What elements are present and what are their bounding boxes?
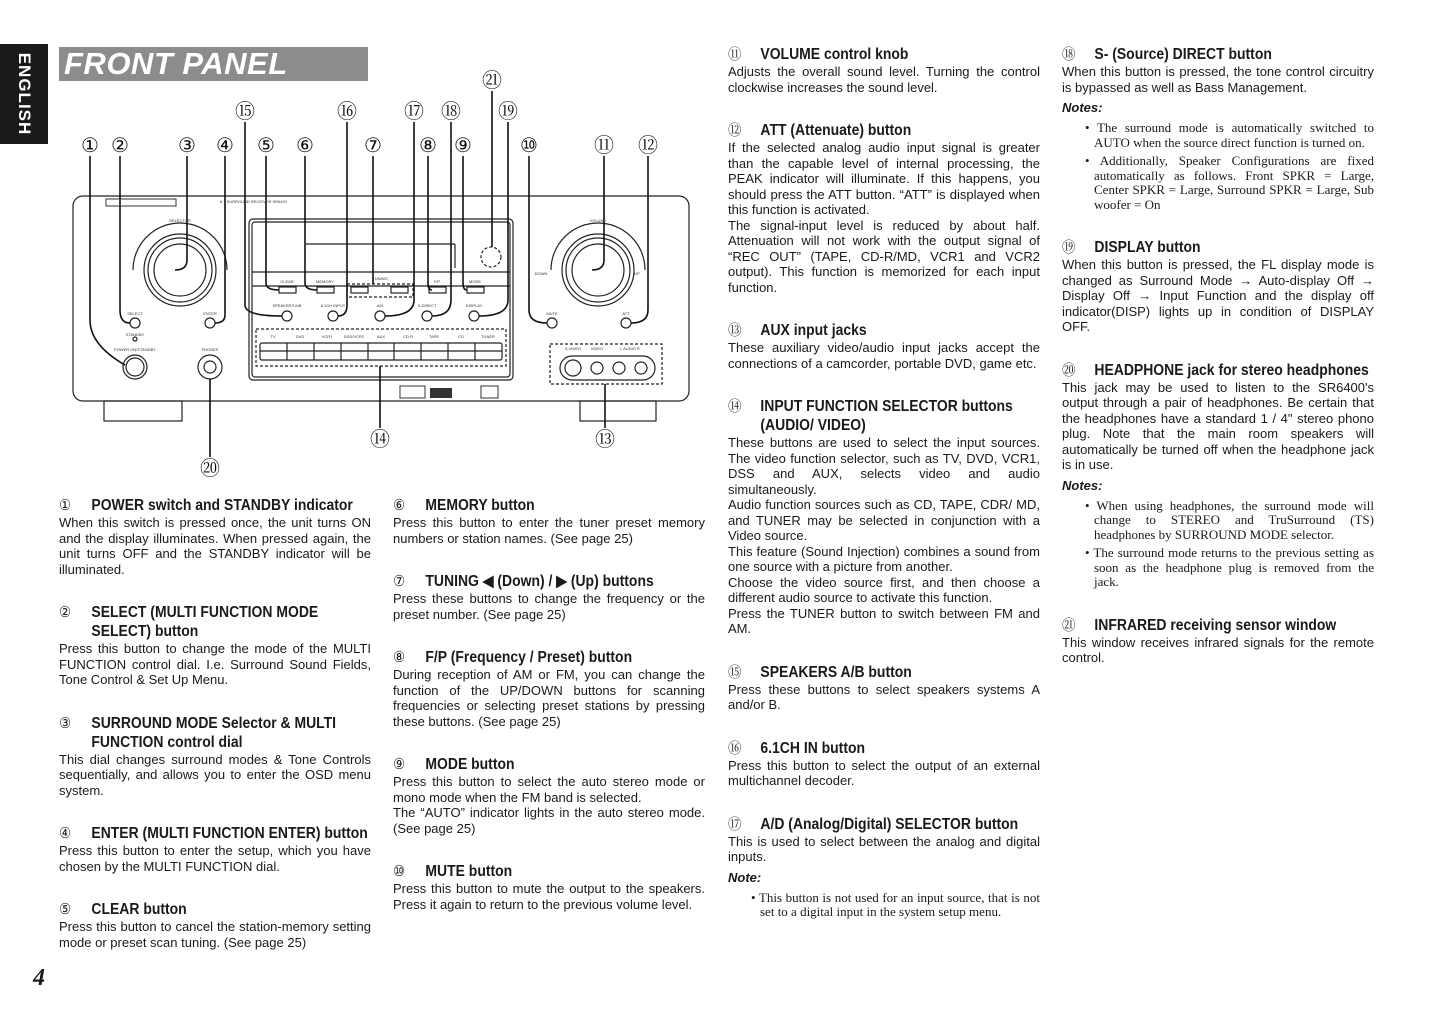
svg-text:①: ① bbox=[81, 135, 99, 157]
column-1 bbox=[59, 496, 371, 950]
item-body: This feature (Sound Injection) combines a sound from one source with a picture from another. bbox=[728, 543, 1040, 574]
svg-text:MUTE: MUTE bbox=[546, 311, 558, 316]
item-body: This dial changes surround modes & Tone Controls sequentially, and allows you to enter the OSD menu system. bbox=[59, 751, 371, 798]
svg-text:⑰: ⑰ bbox=[404, 101, 424, 123]
item-title: ENTER (MULTI FUNCTION ENTER) button bbox=[91, 825, 368, 842]
svg-text:STANDBY: STANDBY bbox=[125, 332, 145, 337]
svg-text:F/P: F/P bbox=[433, 279, 441, 284]
svg-text:CLEAR: CLEAR bbox=[280, 279, 294, 284]
item-body: These auxiliary video/audio input jacks accept the connections of a camcorder, portable DVD, game etc. bbox=[728, 340, 1040, 371]
item-body: The “AUTO” indicator lights in the auto stereo mode. (See page 25) bbox=[393, 805, 705, 836]
item-title: SURROUND MODE Selector & MULTI FUNCTION control dial bbox=[91, 714, 337, 751]
note: • The surround mode is automatically switched to AUTO when the source direct function is turned on. bbox=[1085, 120, 1374, 150]
item-body: Press this button to enter the setup, which you have chosen by the MULTI FUNCTION dial. bbox=[59, 843, 371, 874]
item-aux: ⑬ AUX input jacks These auxiliary video/audio input jacks accept the connections of a camcorder, portable DVD, game etc. bbox=[728, 322, 1040, 371]
item-title: DISPLAY button bbox=[1094, 239, 1201, 256]
item-body: Choose the video source first, and then choose a different audio source to activate this function. bbox=[728, 574, 1040, 605]
page-number: 4 bbox=[33, 965, 45, 991]
svg-text:MODE: MODE bbox=[469, 279, 481, 284]
notes-label: Notes: bbox=[1062, 477, 1103, 493]
svg-text:AUX: AUX bbox=[376, 334, 386, 339]
brand-logo bbox=[106, 199, 176, 206]
svg-text:⑬: ⑬ bbox=[595, 429, 615, 451]
item-fp: ⑧ F/P (Frequency / Preset) button During reception of AM or FM, you can change the function of the UP/DOWN buttons for scanning frequencies or selecting preset stations by pressing these buttons. (See page 25) bbox=[393, 649, 705, 729]
item-title: VOLUME control knob bbox=[760, 46, 909, 63]
item-body: Press the TUNER button to switch between FM and AM. bbox=[728, 605, 1040, 636]
svg-text:CD-R: CD-R bbox=[403, 334, 413, 339]
item-tuning: ⑦ TUNING ◀ (Down) / ▶ (Up) buttons Press these buttons to change the frequency or the preset number. (See page 25) bbox=[393, 573, 705, 622]
item-body: This is used to select between the analog and digital inputs. bbox=[728, 833, 1040, 864]
svg-text:㉑: ㉑ bbox=[482, 70, 502, 92]
item-title: MODE button bbox=[425, 756, 515, 773]
svg-text:SPEAKERS A/B: SPEAKERS A/B bbox=[272, 303, 302, 308]
svg-text:S-VIDEO: S-VIDEO bbox=[564, 346, 582, 351]
svg-text:SELECTOR: SELECTOR bbox=[169, 218, 191, 223]
srs-logo bbox=[400, 386, 425, 398]
item-title: MUTE button bbox=[425, 863, 513, 880]
item-body: During reception of AM or FM, you can change the function of the UP/DOWN buttons for scanning frequencies or selecting preset stations by pressing these buttons. (See page 25) bbox=[393, 667, 705, 729]
notes-label: Notes: bbox=[1062, 100, 1103, 115]
svg-text:⑪: ⑪ bbox=[594, 135, 614, 157]
svg-text:L AUDIO R: L AUDIO R bbox=[620, 346, 640, 351]
item-display: ⑲ DISPLAY button When this button is pressed, the FL display mode is changed as Surround Mode → Auto-display Off → Display Off → Input Function and the display off indicator(DISP) lights up in condition of DISPLAY OFF. bbox=[1062, 239, 1374, 334]
svg-text:CD: CD bbox=[458, 334, 464, 339]
item-source-direct: ⑱ S- (Source) DIRECT button When this button is pressed, the tone control circuitry is bypassed as well as Bass Management. Notes: • The surround mode is automatically switched to AUTO when the source direct function is turned on. • Additionally, Speaker Configurations are fixed automatically as follows. Front SPKR = Large, Center SPKR = Large, Surround SPKR = Large, Sub woofer = On bbox=[1062, 46, 1374, 212]
item-body: Press this button to change the mode of the MULTI FUNCTION control dial. I.e. Surround Sound Fields, Tone Control & Set Up Menu. bbox=[59, 641, 371, 687]
svg-text:⑨: ⑨ bbox=[454, 135, 472, 157]
item-body: This jack may be used to listen to the SR6400's output through a pair of headphones. Be certain that the headphones have a standard 1 / 4" stereo phono plug. Note that the main room speakers will automatically be turned off when the headphone jack is in use. bbox=[1062, 379, 1374, 472]
svg-text:DOWN: DOWN bbox=[534, 271, 548, 276]
svg-text:⑲: ⑲ bbox=[498, 101, 518, 123]
note: • Additionally, Speaker Configurations are fixed automatically as follows. Front SPKR = Large, Center SPKR = Large, Surround SPKR = Large, Sub woofer = On bbox=[1085, 153, 1374, 212]
item-volume: ⑪ VOLUME control knob Adjusts the overall sound level. Turning the control clockwise increases the sound level. bbox=[728, 46, 1040, 95]
item-title: TUNING ◀ (Down) / ▶ (Up) buttons bbox=[425, 573, 654, 590]
svg-text:TUNING: TUNING bbox=[372, 276, 388, 281]
item-body: The signal-input level is reduced by about half. Attenuation will not work with the output signal of “REC OUT” (TAPE, CD-R/MD, VCR1 and VCR2 output). This function is memorized for each input function. bbox=[728, 217, 1040, 295]
svg-text:A/D: A/D bbox=[376, 303, 384, 308]
svg-text:VIDEO: VIDEO bbox=[590, 346, 604, 351]
svg-text:④: ④ bbox=[216, 135, 234, 157]
svg-text:6.1 SURROUND RECEIVER SR6400: 6.1 SURROUND RECEIVER SR6400 bbox=[220, 199, 287, 204]
svg-text:⑭: ⑭ bbox=[370, 429, 390, 451]
item-title: MEMORY button bbox=[425, 497, 535, 514]
item-body: Press these buttons to change the frequency or the preset number. (See page 25) bbox=[393, 591, 705, 622]
svg-text:VCR1: VCR1 bbox=[321, 334, 333, 339]
item-body: When this button is pressed, the FL display mode is changed as Surround Mode → Auto-display Off → Display Off → Input Function and the display off indicator(DISP) lights up in condition of DISPLAY OFF. bbox=[1062, 257, 1374, 334]
page-title: FRONT PANEL bbox=[64, 46, 288, 81]
item-body: These buttons are used to select the input sources. The video function selector, such as TV, DVD, VCR1, DSS and AUX, selects video and audio simultaneously. bbox=[728, 435, 1040, 497]
item-headphone: ⑳ HEADPHONE jack for stereo headphones This jack may be used to listen to the SR6400's output through a pair of headphones. Be certain that the headphones have a standard 1 / 4" stereo phono plug. Note that the main room speakers will automatically be turned off when the headphone jack is in use. Notes: • When using headphones, the surround mode will change to STEREO and TruSurround (TS) headphones by SURROUND MODE selector. • The surround mode returns to the previous setting as soon as the headphone plug is removed from the jack. bbox=[1062, 361, 1374, 589]
item-title: INFRARED receiving sensor window bbox=[1094, 616, 1337, 634]
svg-text:TV: TV bbox=[270, 334, 276, 339]
svg-text:⑱: ⑱ bbox=[441, 101, 461, 123]
item-enter: ④ ENTER (MULTI FUNCTION ENTER) button Press this button to enter the setup, which you have chosen by the MULTI FUNCTION dial. bbox=[59, 825, 371, 874]
note: • The surround mode returns to the previous setting as soon as the headphone plug is removed from the jack. bbox=[1085, 545, 1374, 589]
item-mode: ⑨ MODE button Press this button to select the auto stereo mode or mono mode when the FM band is selected. The “AUTO” indicator lights in the auto stereo mode. (See page 25) bbox=[393, 756, 705, 836]
notes-label: Note: bbox=[728, 869, 762, 885]
svg-text:SELECT: SELECT bbox=[127, 311, 143, 316]
svg-text:⑫: ⑫ bbox=[638, 135, 658, 157]
item-body: Press this button to select the output of an external multichannel decoder. bbox=[728, 757, 1040, 788]
svg-text:6.1CH INPUT: 6.1CH INPUT bbox=[320, 303, 346, 308]
svg-text:⑥: ⑥ bbox=[296, 135, 314, 157]
item-title: F/P (Frequency / Preset) button bbox=[425, 649, 633, 666]
item-body: Press this button to cancel the station-memory setting mode or preset scan tuning. (See page 25) bbox=[59, 919, 371, 950]
svg-text:⑤: ⑤ bbox=[257, 135, 275, 157]
svg-text:DISPLAY: DISPLAY bbox=[465, 303, 483, 308]
svg-text:⑩: ⑩ bbox=[520, 135, 538, 157]
item-body: When this switch is pressed once, the unit turns ON and the display illuminates. When pressed again, the unit turns OFF and the STANDBY indicator will be illuminated. bbox=[59, 515, 371, 577]
item-ad-selector: ⑰ A/D (Analog/Digital) SELECTOR button This is used to select between the analog and digital inputs. Note: • This button is not used for an input source, that is not set to a digital input in the system setup menu. bbox=[728, 815, 1040, 919]
item-body: This window receives infrared signals for the remote control. bbox=[1062, 634, 1374, 665]
svg-text:⑦: ⑦ bbox=[364, 135, 382, 157]
svg-text:PHONES: PHONES bbox=[201, 347, 219, 352]
svg-text:⑧: ⑧ bbox=[419, 135, 437, 157]
svg-text:ENTER: ENTER bbox=[203, 311, 217, 316]
svg-text:UP: UP bbox=[634, 271, 640, 276]
note: • When using headphones, the surround mode will change to STEREO and TruSurround (TS) headphones by SURROUND MODE selector. bbox=[1085, 497, 1374, 542]
svg-text:DVD: DVD bbox=[295, 334, 305, 339]
column-3 bbox=[728, 45, 1040, 920]
item-infrared: ㉑ INFRARED receiving sensor window This window receives infrared signals for the remote control. bbox=[1062, 616, 1374, 665]
item-title: POWER switch and STANDBY indicator bbox=[91, 497, 353, 514]
item-body: Audio function sources such as CD, TAPE, CDR/ MD, and TUNER may be selected in conjunction with a Video source. bbox=[728, 497, 1040, 543]
item-memory: ⑥ MEMORY button Press this button to enter the tuner preset memory numbers or station names. (See page 25) bbox=[393, 497, 705, 546]
item-body: Press this button to enter the tuner preset memory numbers or station names. (See page 25) bbox=[393, 515, 705, 546]
item-title: 6.1CH IN button bbox=[760, 739, 866, 757]
item-title: SPEAKERS A/B button bbox=[760, 663, 912, 681]
svg-text:⑯: ⑯ bbox=[337, 101, 357, 123]
item-body: Press this button to select the auto stereo mode or mono mode when the FM band is selected. bbox=[393, 774, 705, 805]
front-panel-diagram bbox=[0, 0, 720, 490]
svg-text:DSS/VCR2: DSS/VCR2 bbox=[343, 334, 365, 339]
item-title: CLEAR button bbox=[91, 901, 187, 918]
svg-text:⑳: ⑳ bbox=[200, 458, 220, 480]
column-4 bbox=[1062, 45, 1374, 666]
svg-text:②: ② bbox=[111, 135, 129, 157]
column-2 bbox=[393, 496, 705, 912]
item-power: ① POWER switch and STANDBY indicator When this switch is pressed once, the unit turns ON and the display illuminates. When pressed again, the unit turns OFF and the STANDBY indicator will be illuminated. bbox=[59, 497, 371, 577]
item-input-selector: ⑭ INPUT FUNCTION SELECTOR buttons (AUDIO/ VIDEO) These buttons are used to select the input sources. The video function selector, such as TV, DVD, VCR1, DSS and AUX, selects video and audio simultaneously. Audio function sources such as CD, TAPE, CDR/ MD, and TUNER may be selected in conjunction with a Video source. This feature (Sound Injection) combines a sound from one source with a picture from another. Choose the video source first, and then choose a different audio source to activate this function. Press the TUNER button to switch between FM and AM. bbox=[728, 398, 1040, 636]
svg-text:S-DIRECT: S-DIRECT bbox=[417, 303, 437, 308]
item-title: AUX input jacks bbox=[760, 322, 867, 339]
item-clear: ⑤ CLEAR button Press this button to cancel the station-memory setting mode or preset scan tuning. (See page 25) bbox=[59, 901, 371, 950]
item-body: Press these buttons to select speakers systems A and/or B. bbox=[728, 681, 1040, 712]
svg-text:VOLUME: VOLUME bbox=[589, 218, 607, 223]
item-title: S- (Source) DIRECT button bbox=[1094, 46, 1272, 63]
item-body: When this button is pressed, the tone control circuitry is bypassed as well as Bass Management. bbox=[1062, 64, 1374, 95]
item-title: INPUT FUNCTION SELECTOR buttons (AUDIO/ VIDEO) bbox=[760, 398, 1013, 434]
dts-logo bbox=[430, 388, 452, 398]
item-select: ② SELECT (MULTI FUNCTION MODE SELECT) button Press this button to change the mode of the MULTI FUNCTION control dial. I.e. Surround Sound Fields, Tone Control & Set Up Menu. bbox=[59, 604, 371, 687]
svg-text:TAPE: TAPE bbox=[428, 334, 440, 339]
language-label: ENGLISH bbox=[15, 52, 34, 136]
svg-text:⑮: ⑮ bbox=[235, 101, 255, 123]
svg-text:TUNER: TUNER bbox=[481, 334, 495, 339]
svg-text:POWER ON/STANDBY: POWER ON/STANDBY bbox=[114, 347, 156, 352]
item-title: SELECT (MULTI FUNCTION MODE SELECT) button bbox=[91, 604, 319, 640]
svg-text:ATT: ATT bbox=[622, 311, 630, 316]
item-body: Press this button to mute the output to the speakers. Press it again to return to the previous volume level. bbox=[393, 881, 705, 912]
item-surround-mode: ③ SURROUND MODE Selector & MULTI FUNCTION control dial This dial changes surround modes & Tone Controls sequentially, and allows you to enter the OSD menu system. bbox=[59, 714, 371, 798]
dolby-logo bbox=[481, 386, 498, 398]
svg-text:MEMORY: MEMORY bbox=[316, 279, 334, 284]
item-title: A/D (Analog/Digital) SELECTOR button bbox=[760, 815, 1019, 833]
item-body: Adjusts the overall sound level. Turning the control clockwise increases the sound level. bbox=[728, 64, 1040, 95]
item-speakers: ⑮ SPEAKERS A/B button Press these buttons to select speakers systems A and/or B. bbox=[728, 663, 1040, 712]
item-att: ⑫ ATT (Attenuate) button If the selected analog audio input signal is greater than the capable level of internal processing, the PEAK indicator will illuminate. If this happens, you should press the ATT button. “ATT” is displayed when this function is activated. The signal-input level is reduced by about half. Attenuation will not work with the output signal of “REC OUT” (TAPE, CD-R/MD, VCR1 and VCR2 output). This function is memorized for each input function. bbox=[728, 122, 1040, 295]
infrared-sensor-window bbox=[481, 247, 501, 267]
item-title: ATT (Attenuate) button bbox=[760, 122, 912, 139]
item-body: If the selected analog audio input signal is greater than the capable level of internal processing, the PEAK indicator will illuminate. If this happens, you should press the ATT button. “ATT” is displayed when this function is activated. bbox=[728, 140, 1040, 217]
note: • This button is not used for an input source, that is not set to a digital input in the system setup menu. bbox=[751, 889, 1040, 919]
item-title: HEADPHONE jack for stereo headphones bbox=[1094, 361, 1369, 379]
svg-text:③: ③ bbox=[178, 135, 196, 157]
item-mute: ⑩ MUTE button Press this button to mute the output to the speakers. Press it again to return to the previous volume level. bbox=[393, 863, 705, 912]
item-6-1ch: ⑯ 6.1CH IN button Press this button to select the output of an external multichannel decoder. bbox=[728, 739, 1040, 788]
